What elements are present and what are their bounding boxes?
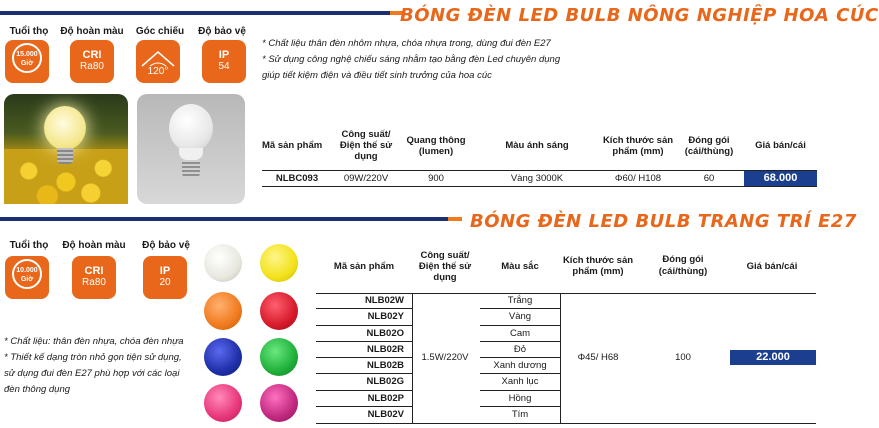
bulb-green <box>260 338 298 376</box>
header-size: Kích thước sản phẩm (mm) <box>562 255 634 277</box>
divider-right <box>560 293 561 424</box>
bulb-pink <box>204 384 242 422</box>
header-color: Màu sắc <box>501 260 539 272</box>
code-column <box>316 293 412 423</box>
cell-power: 09W/220V <box>343 172 389 184</box>
table-row-color: Đỏ <box>480 342 560 358</box>
header-power: Công suất/ Điện thế sử dụng <box>339 129 393 163</box>
color-column <box>480 293 560 423</box>
cell-light-color: Vàng 3000K <box>510 172 564 184</box>
cri-badge: CRI Ra80 <box>72 256 116 299</box>
header-pack: Đóng gói (cái/thùng) <box>684 134 734 157</box>
bulb-red <box>260 292 298 330</box>
table-row-code: NLB02R <box>316 342 412 358</box>
section2-top-bar-navy <box>0 217 448 221</box>
cell-price: 68.000 <box>744 170 817 186</box>
table-row-code: NLB02O <box>316 326 412 342</box>
section2-notes: * Chất liệu: thân đèn nhựa, chóa đèn nhựa * Thiết kế dạng tròn nhỏ gọn tiện sử dụng, sử dụng đui đèn E27 phù hợp với các loại đèn thông dụng <box>4 336 184 395</box>
ip-badge: IP 20 <box>143 256 187 299</box>
header-code: Mã sản phẩm <box>262 140 323 152</box>
lifetime-badge <box>5 256 49 299</box>
section2-title: BÓNG ĐÈN LED BULB TRANG TRÍ E27 <box>470 211 857 232</box>
header-price: Giá bán/cái <box>746 260 798 272</box>
bulb-blue <box>204 338 242 376</box>
header-code: Mã sản phẩm <box>333 260 395 272</box>
table-row-code: NLB02V <box>367 409 404 421</box>
table-row-code: NLB02W <box>316 293 412 309</box>
chrysanthemum-field-photo <box>4 94 128 204</box>
section1-top-bar-navy <box>0 11 390 15</box>
table-row-color: Hồng <box>480 391 560 407</box>
table-row-code: NLB02B <box>316 358 412 374</box>
chrysanthemum-bulb-photo <box>137 94 245 204</box>
spec-label-cri: Độ hoàn màu <box>60 26 124 37</box>
colored-bulbs-grid <box>196 240 306 425</box>
cell-lumen: 900 <box>428 172 444 184</box>
bulb-yellow <box>260 244 298 282</box>
table-header-row <box>316 240 816 292</box>
table-header-row <box>262 122 817 170</box>
spec-label-cri: Độ hoàn màu <box>62 240 126 251</box>
header-price: Giá bán/cái <box>755 140 806 152</box>
table-row-color: Trắng <box>480 293 560 309</box>
table-row <box>262 170 817 186</box>
table-row-code: NLB02G <box>316 374 412 390</box>
cell-pack-shared: 100 <box>675 352 691 363</box>
cell-power-shared: 1.5W/220V <box>421 352 469 363</box>
table-row-code: NLB02Y <box>316 309 412 325</box>
cell-pack: 60 <box>703 172 715 184</box>
table-row-color: Vàng <box>480 309 560 325</box>
beam-angle-badge: 120° <box>136 40 180 83</box>
header-lumen: Quang thông (lumen) <box>406 134 466 157</box>
cell-size: Φ60/ H108 <box>614 172 662 184</box>
spec-label-ip: Độ bảo vệ <box>198 26 246 37</box>
section2-top-bar-orange <box>448 217 462 221</box>
bulb-orange <box>204 292 242 330</box>
table-row-color: Xanh dương <box>480 358 560 374</box>
header-power: Công suất/ Điện thế sử dụng <box>418 249 472 283</box>
cell-price-shared: 22.000 <box>730 350 816 365</box>
cell-code: NLBC093 <box>275 172 319 184</box>
spec-label-beam-angle: Góc chiếu <box>135 26 185 37</box>
spec-label-lifetime: Tuổi thọ <box>9 26 49 37</box>
cell-size-shared: Φ45/ H68 <box>577 352 619 363</box>
section1-notes: * Chất liệu thân đèn nhôm nhựa, chóa nhựa trong, dùng đui đèn E27 * Sử dụng công nghệ chiếu sáng nhằm tạo bằng đèn Led chuyên dụng giúp tiết kiệm điện và điều tiết sinh trưởng của hoa cúc <box>262 38 561 81</box>
spec-label-lifetime: Tuổi thọ <box>9 240 49 251</box>
section1-title: BÓNG ĐÈN LED BULB NÔNG NGHIỆP HOA CÚC <box>400 5 879 26</box>
clock-icon: 15.000 Giờ <box>12 43 42 73</box>
table-row-code: NLB02P <box>316 391 412 407</box>
ip-badge: IP 54 <box>202 40 246 83</box>
header-size: Kích thước sản phẩm (mm) <box>602 134 674 157</box>
clock-icon: 10.000 Giờ <box>12 259 42 289</box>
spec-label-ip: Độ bảo vệ <box>142 240 190 251</box>
lifetime-badge <box>5 40 49 83</box>
header-light-color: Màu ánh sáng <box>505 140 569 152</box>
section1-product-table <box>262 122 817 187</box>
header-pack: Đóng gói (cái/thùng) <box>658 254 708 277</box>
table-row-color: Cam <box>480 326 560 342</box>
table-row-color: Xanh lục <box>480 374 560 390</box>
section2-product-table <box>316 240 816 425</box>
bulb-purple <box>260 384 298 422</box>
bulb-white <box>204 244 242 282</box>
table-row-color: Tím <box>511 409 529 421</box>
cri-badge: CRI Ra80 <box>70 40 114 83</box>
